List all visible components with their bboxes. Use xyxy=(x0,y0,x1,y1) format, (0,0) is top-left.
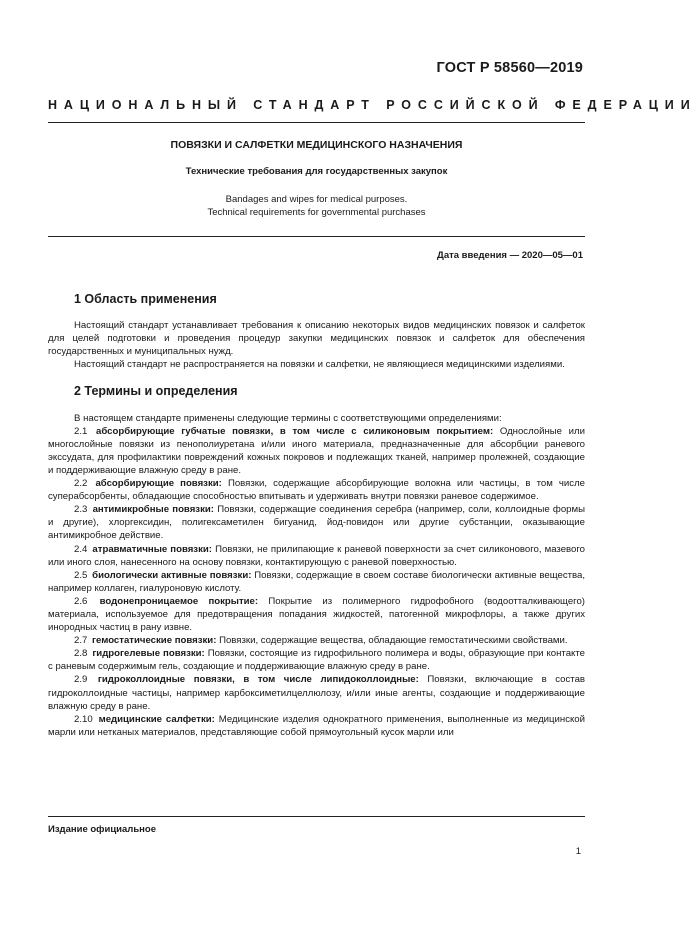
term-definition: 2.10 медицинские салфетки: Медицинские изделия однократного применения, выполненные из медицинской марли или нетканых материалов, представляющие собой прямоугольный кусок марли или xyxy=(48,713,585,738)
header-divider xyxy=(48,122,585,123)
term-name: абсорбирующие повязки: xyxy=(95,478,222,490)
official-edition-label: Издание официальное xyxy=(48,824,156,835)
term-name: гемостатические повязки: xyxy=(92,635,217,647)
section-1-paragraph-2: Настоящий стандарт не распространяется на повязки и салфетки, не являющиеся медицинскими изделиями. xyxy=(74,359,565,371)
term-definition-text: Медицинские изделия однократного применения, выполненные из медицинской марли или нетканых материалов, представляющие собой прямоугольный кусок марли или xyxy=(48,713,585,738)
term-name: атравматичные повязки: xyxy=(92,543,212,555)
document-id: ГОСТ Р 58560—2019 xyxy=(436,60,583,76)
term-definition-text: Повязки, содержащие соединения серебра (например, соли, коллоидные формы и другие), хлоргексидин, полигексаметилен бигуанид, йод-повидон или другие субстанции, оказывающие антимикробное действие. xyxy=(48,504,585,542)
term-definition: 2.8 гидрогелевые повязки: Повязки, состоящие из гидрофильного полимера и воды, образующие при контакте с раневым содержимым гель, создающие и поддерживающие влажную среду в ране. xyxy=(48,648,585,673)
term-name: медицинские салфетки: xyxy=(98,713,215,725)
footer-divider xyxy=(48,816,585,817)
document-subtitle: Технические требования для государственных закупок xyxy=(185,166,448,177)
term-definition-text: Повязки, содержащие вещества, обладающие гемостатическими свойствами. xyxy=(219,635,568,647)
term-name: антимикробные повязки: xyxy=(92,504,214,516)
section-2-intro: В настоящем стандарте применены следующие термины с соответствующими определениями: xyxy=(74,412,502,424)
term-definition-text: Покрытие из полимерного гидрофобного (водоотталкивающего) материала, используемое для предотвращения попадания жидкостей, патогенной микрофлоры, а также других инородных частиц в рану извне. xyxy=(48,595,585,634)
term-definition: 2.2 абсорбирующие повязки: Повязки, содержащие абсорбирующие волокна или частицы, в том числе суперабсорбенты, обладающие способностью впитывать и удерживать внутри повязки раневое содержимое. xyxy=(48,478,585,503)
term-name: абсорбирующие губчатые повязки, в том числе с силиконовым покрытием: xyxy=(96,425,494,437)
term-definition-text: Повязки, состоящие из гидрофильного полимера и воды, образующие при контакте с раневым содержимым гель, создающие и поддерживающие влажную среду в ране. xyxy=(48,648,585,673)
page-number: 1 xyxy=(575,846,581,857)
national-standard-banner: НАЦИОНАЛЬНЫЙ СТАНДАРТ РОССИЙСКОЙ ФЕДЕРАЦИИ xyxy=(48,98,697,112)
term-definition: 2.5 биологически активные повязки: Повязки, содержащие в своем составе биологически активные вещества, например коллаген, гиалуроновую кислоту. xyxy=(48,569,586,594)
term-definition-text: Повязки, не прилипающие к раневой поверхности за счет силиконового, мазевого или иного слоя, нанесенного на основу повязки, контактирующую с раневой поверхностью. xyxy=(48,543,585,568)
term-name: гидрогелевые повязки: xyxy=(92,648,205,660)
term-definition: 2.3 антимикробные повязки: Повязки, содержащие соединения серебра (например, соли, коллоидные формы и другие), хлоргексидин, полигексаметилен бигуанид, йод-повидон или другие субстанции, оказывающие антимикробное действие. xyxy=(48,504,585,542)
english-title-line-1: Bandages and wipes for medical purposes. xyxy=(225,194,408,205)
term-definition-text: Повязки, включающие в состав гидроколлоидные частицы, например карбоксиметилцеллюлозу, и/или иные агенты, создающие и поддерживающие влажную среду в ране. xyxy=(48,674,586,712)
english-title-line-2: Technical requirements for governmental purchases xyxy=(207,206,426,218)
section-1-paragraph-1: Настоящий стандарт устанавливает требования к описанию некоторых видов медицинских повязок и салфеток для целей подготовки и проведения процедур закупки медицинских повязок и салфеток для обеспечения государственных и муниципальных нужд. xyxy=(48,320,585,358)
english-title xyxy=(48,194,585,219)
document-body xyxy=(48,293,585,739)
title-divider xyxy=(48,236,585,237)
term-name: биологически активные повязки: xyxy=(92,569,252,581)
document-title: ПОВЯЗКИ И САЛФЕТКИ МЕДИЦИНСКОГО НАЗНАЧЕНИЯ xyxy=(170,139,463,151)
term-definition: 2.7 гемостатические повязки: Повязки, содержащие вещества, обладающие гемостатическими свойствами. xyxy=(74,635,568,647)
section-2-heading: 2 Термины и определения xyxy=(74,384,238,399)
introduction-date: Дата введения — 2020—05—01 xyxy=(437,250,583,261)
term-definition: 2.9 гидроколлоидные повязки, в том числе липидоколлоидные: Повязки, включающие в состав гидроколлоидные частицы, например карбоксиметилцеллюлозу, и/или иные агенты, создающие и поддерживающие влажную среду в ране. xyxy=(48,674,586,712)
term-definition-text: Однослойные или многослойные повязки из пенополиуретана и/или иного материала, предназначенные для абсорбции раневого экссудата, для профилактики повреждений кожных покровов и подлежащих тканей, например пролежней, создающие и поддерживающие влажную среду в ране. xyxy=(48,425,585,476)
term-definition: 2.4 атравматичные повязки: Повязки, не прилипающие к раневой поверхности за счет силиконового, мазевого или иного слоя, нанесенного на основу повязки, контактирующую с раневой поверхностью. xyxy=(48,543,585,568)
term-definition-text: Повязки, содержащие в своем составе биологически активные вещества, например коллаген, гиалуроновую кислоту. xyxy=(48,569,586,594)
term-definition: 2.1 абсорбирующие губчатые повязки, в том числе с силиконовым покрытием: Однослойные или многослойные повязки из пенополиуретана и/или иного материала, предназначенные для абсорбции раневого экссудата, для профилактики повреждений кожных покровов и подлежащих тканей, например пролежней, создающие и поддерживающие влажную среду в ране. xyxy=(48,425,585,476)
term-name: водонепроницаемое покрытие: xyxy=(99,595,259,607)
term-definition: 2.6 водонепроницаемое покрытие: Покрытие из полимерного гидрофобного (водоотталкивающего) материала, используемое для предотвращения попадания жидкостей, патогенной микрофлоры, а также других инородных частиц в рану извне. xyxy=(48,595,585,634)
term-name: гидроколлоидные повязки, в том числе липидоколлоидные: xyxy=(97,674,419,686)
section-1-heading: 1 Область применения xyxy=(74,292,217,306)
term-definition-text: Повязки, содержащие абсорбирующие волокна или частицы, в том числе суперабсорбенты, обладающие способностью впитывать и удерживать внутри повязки раневое содержимое. xyxy=(48,478,585,503)
